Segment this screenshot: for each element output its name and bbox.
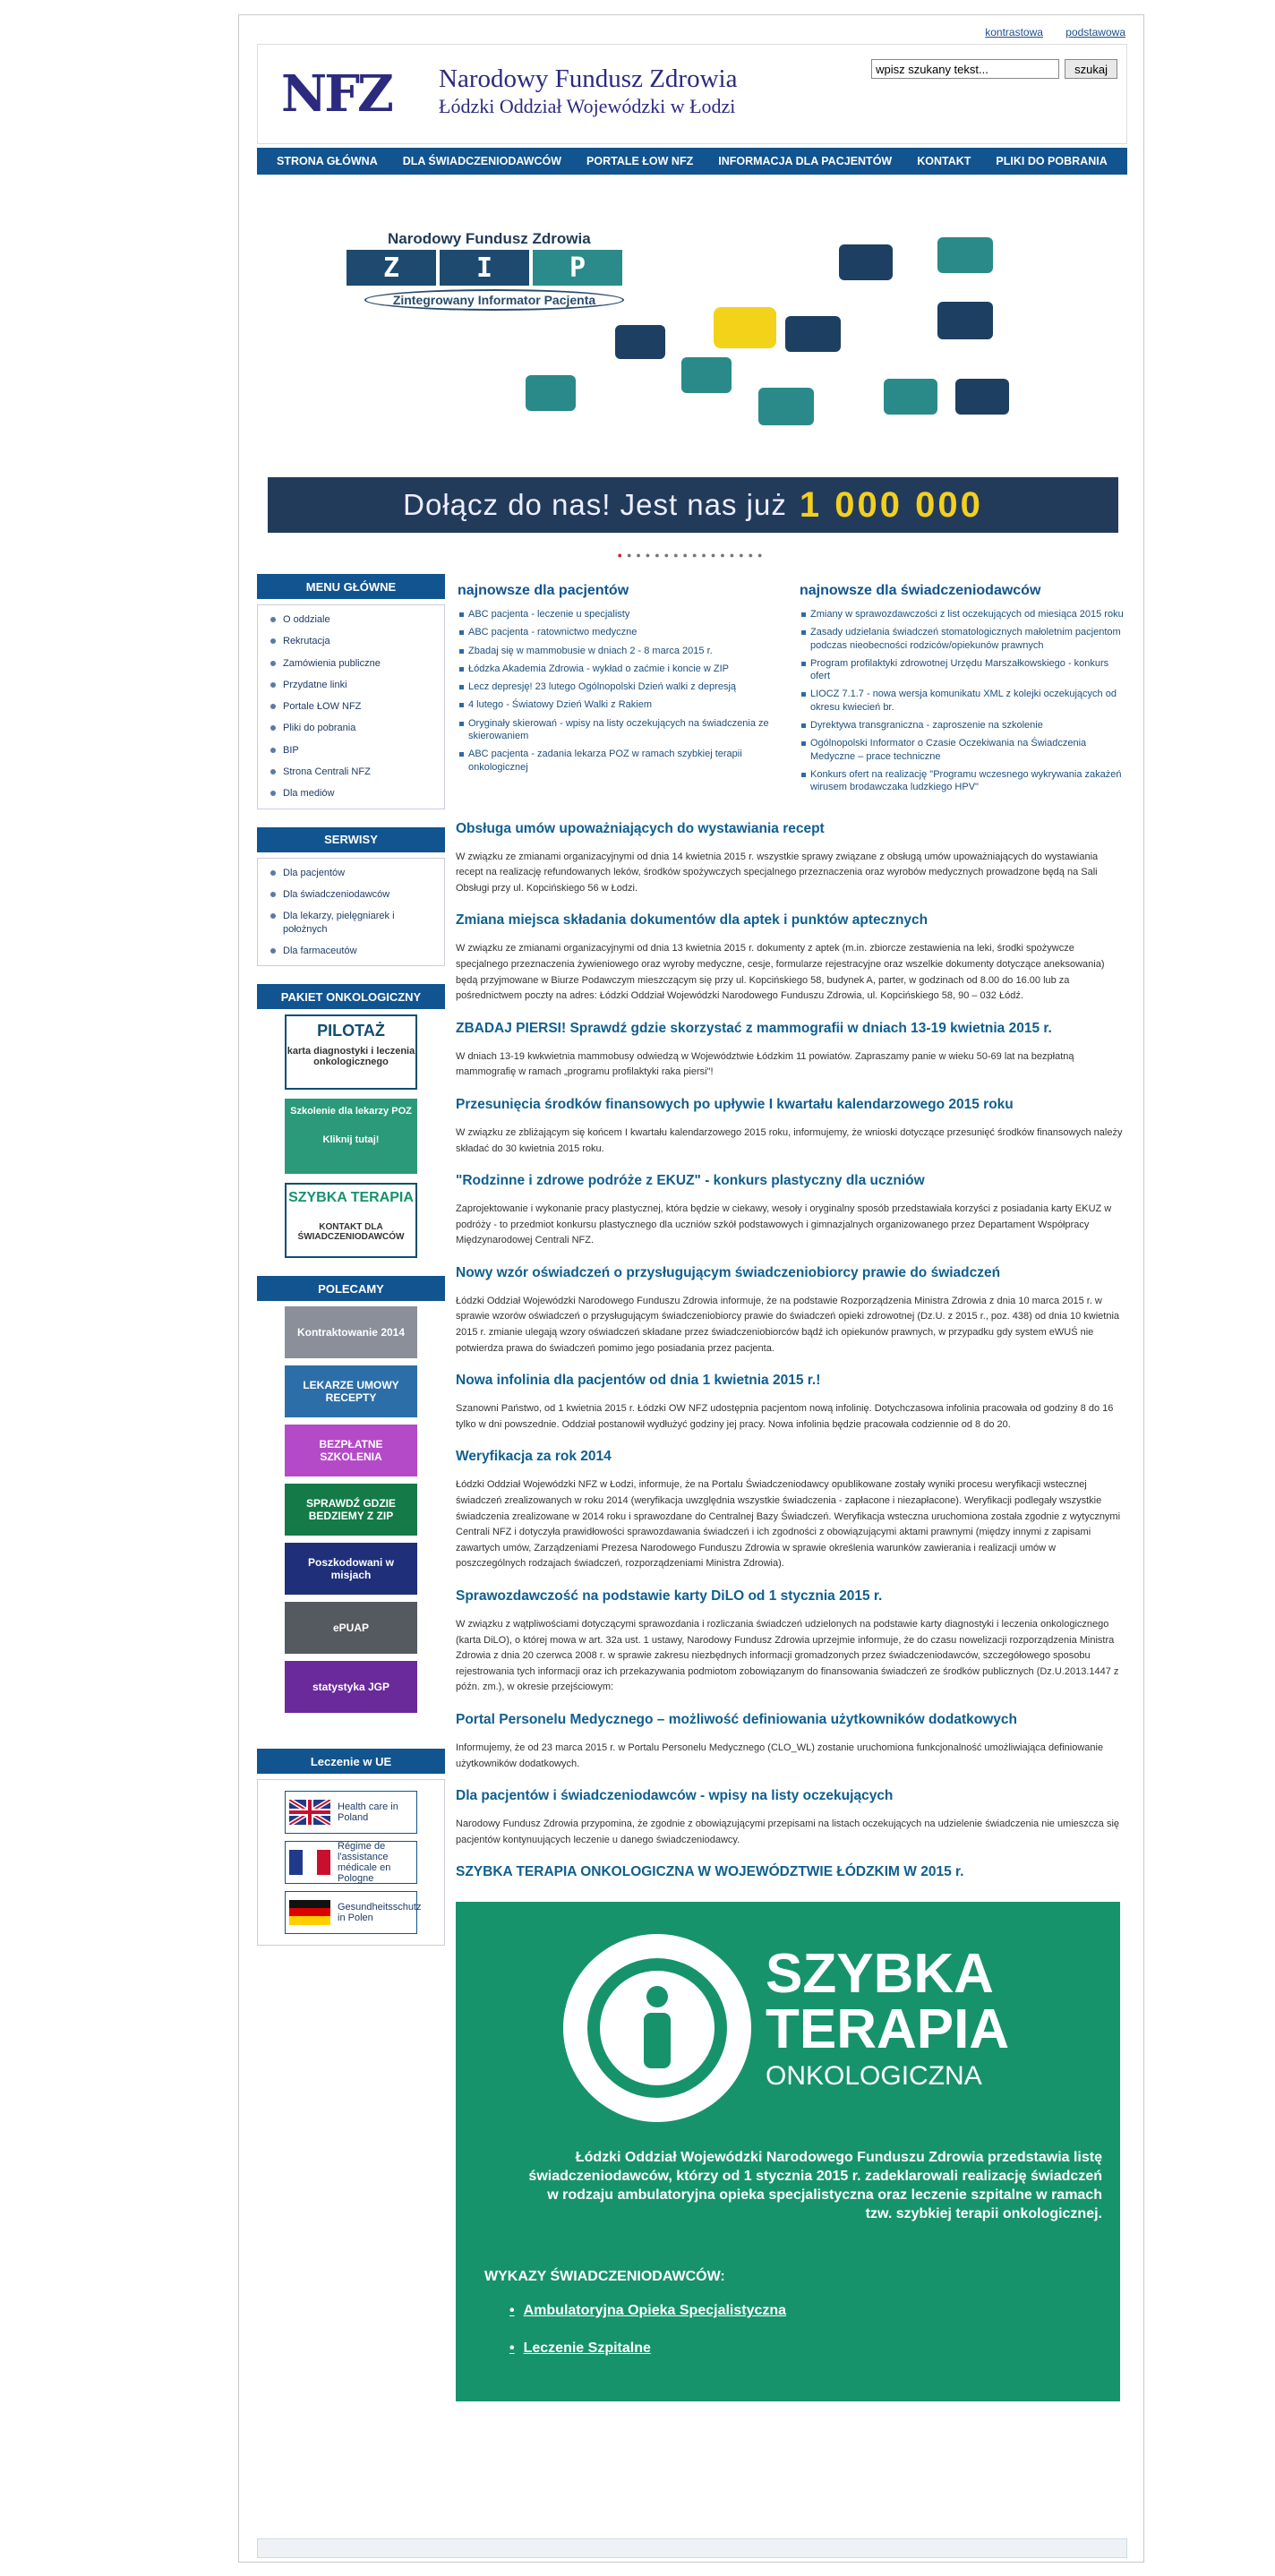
- article: [454, 1373, 1127, 1449]
- article-text: Zaprojektowanie i wykonanie pracy plastycznej, która będzie w ciekawy, wesoły i oryginalny sposób przedstawiała korzyści z posiadania karty EKUZ w podróży - to przedmiot konkursu plastycznego dla uczniów szkół podstawowych i gimnazjalnych organizowanego przez Departament Współpracy Międzynarodowej Centrali NFZ.: [456, 1203, 1112, 1246]
- article-text: W związku ze zmianami organizacyjnymi od dnia 14 kwietnia 2015 r. wszystkie sprawy związane z obsługą umów upoważniających do wystawiania recept na realizację refundowanych leków, środków spożywczych specjalnego przeznaczenia oraz wyrobów medycznych prowadzone będą na Sali Obsługi przy ul. Kopcińskiego 56 w Łodzi.: [456, 851, 1099, 894]
- menu-item[interactable]: Dla mediów: [258, 783, 444, 804]
- article-title[interactable]: Zmiana miejsca składania dokumentów dla aptek i punktów aptecznych: [456, 912, 928, 929]
- news-columns: [454, 574, 1127, 809]
- eu-link-en[interactable]: [285, 1791, 417, 1834]
- ost-link-ambulatory[interactable]: • Ambulatoryjna Opieka Specjalistyczna: [509, 2303, 786, 2319]
- article-text: Narodowy Fundusz Zdrowia przypomina, że zgodnie z obowiązującymi przepisami na listach oczekujących na udzielenie świadczenia nie umieszcza się pacjentów kontynuujących leczenie u danego świadczeniodawcy.: [456, 1819, 1120, 1845]
- footer: [257, 2538, 1127, 2558]
- service-item[interactable]: Dla farmaceutów: [258, 940, 444, 962]
- recommended-title: POLECAMY: [257, 1276, 445, 1301]
- ost-title-2: TERAPIA: [766, 1998, 1010, 2061]
- news-item[interactable]: Program profilaktyki zdrowotnej Urzędu Marszałkowskiego - konkurs ofert: [800, 657, 1124, 683]
- article: [454, 1588, 1127, 1712]
- eu-link-de[interactable]: [285, 1891, 422, 1934]
- zip-letters: [347, 250, 622, 286]
- brand-branch: Łódzki Oddział Wojewódzki w Łodzi: [439, 95, 736, 117]
- news-item[interactable]: Lecz depresję! 23 lutego Ogólnopolski Dzień walki z depresją: [458, 680, 782, 693]
- recommended-banner[interactable]: BEZPŁATNE SZKOLENIA: [285, 1425, 417, 1476]
- article: [454, 1449, 1127, 1588]
- article: [454, 1864, 1127, 1898]
- news-item[interactable]: Konkurs ofert na realizację "Programu wczesnego wykrywania zakażeń wirusem brodawczaka ludzkiego HPV": [800, 768, 1124, 794]
- article: [454, 1173, 1127, 1265]
- article: [454, 1265, 1127, 1373]
- article: [454, 912, 1127, 1020]
- slider-dots[interactable]: ●●●●●●●●●●●●●●●●: [617, 551, 767, 560]
- articles: [454, 821, 1127, 1865]
- article-title[interactable]: Przesunięcia środków finansowych po upływie I kwartału kalendarzowego 2015 roku: [456, 1096, 1014, 1112]
- pilotaz-banner[interactable]: [285, 1014, 417, 1090]
- article-text: W związku ze zmianami organizacyjnymi od dnia 13 kwietnia 2015 r. dokumenty z aptek (m.in. zbiorcze zestawienia na leki, środki spożywcze specjalnego przeznaczenia żywieniowego oraz wyroby medyczne, cesje, formularze rejestracyjne oraz wszelkie dokumenty dotyczące aneksowania) będą przyjmowane w Biurze Podawczym mieszczącym się przy ul. Kopcińskiego 58, budynek A, parter, w godzinach od 8.00 do 16.00 lub za pośrednictwem poczty na adres: Łódzki Oddział Wojewódzki Narodowego Funduszu Zdrowia, ul. Kopcińskiego 58, 90 – 032 Łódź.: [456, 943, 1105, 1002]
- article: [454, 1021, 1127, 1097]
- services-title: SERWISY: [257, 827, 445, 852]
- news-item[interactable]: Zmiany w sprawozdawczości z list oczekujących od miesiąca 2015 roku: [800, 608, 1124, 620]
- service-item[interactable]: Dla pacjentów: [258, 862, 444, 884]
- eu-title: Leczenie w UE: [257, 1749, 445, 1774]
- nfz-logo[interactable]: NFZ: [281, 64, 391, 124]
- million-text: Dołącz do nas! Jest nas już: [403, 488, 787, 521]
- promo-sub: karta diagnostyki i leczenia onkologicznego: [287, 1046, 415, 1068]
- article: [454, 821, 1127, 913]
- article-title[interactable]: Weryfikacja za rok 2014: [456, 1449, 612, 1465]
- news-item[interactable]: Oryginały skierowań - wpisy na listy oczekujących na świadczenia ze skierowaniem: [458, 717, 782, 743]
- standard-view-link[interactable]: podstawowa: [1065, 26, 1125, 39]
- patients-news-title[interactable]: najnowsze dla pacjentów: [458, 583, 629, 598]
- article-title[interactable]: Portal Personelu Medycznego – możliwość definiowania użytkowników dodatkowych: [456, 1711, 1018, 1727]
- eu-link-label: Health care in Poland: [338, 1801, 398, 1824]
- eu-link-label: Régime de l'assistance médicale en Pologne: [338, 1841, 391, 1885]
- search-input[interactable]: [871, 59, 1059, 79]
- news-item[interactable]: ABC pacjenta - ratownictwo medyczne: [458, 626, 782, 638]
- article-text: Informujemy, że od 23 marca 2015 r. w Portalu Personelu Medycznego (CLO_WL) zostanie uruchomiona funkcjonalność umożliwiająca definiowanie użytkowników dodatkowych.: [456, 1742, 1104, 1769]
- uk-flag-icon: [289, 1800, 330, 1825]
- zip-letter: Z: [347, 250, 436, 286]
- zip-title: Narodowy Fundusz Zdrowia: [388, 230, 591, 247]
- contrast-link[interactable]: kontrastowa: [985, 26, 1043, 39]
- promo-title: SZYBKA TERAPIA: [288, 1190, 414, 1206]
- news-item[interactable]: Zasady udzielania świadczeń stomatologicznych małoletnim pacjentom podczas nieobecności rodziców/opiekunów prawnych: [800, 626, 1124, 652]
- top-links: [965, 26, 1125, 39]
- fast-therapy-banner[interactable]: [285, 1183, 417, 1258]
- germany-flag-icon: [289, 1900, 330, 1925]
- nav-item[interactable]: PLIKI DO POBRANIA: [996, 155, 1108, 167]
- ost-links: [509, 2303, 786, 2378]
- main-menu: [257, 604, 445, 809]
- oncology-promos: [257, 1014, 445, 1258]
- zip-banner[interactable]: [257, 191, 1127, 549]
- menu-item[interactable]: Rekrutacja: [258, 630, 444, 652]
- nav-item[interactable]: KONTAKT: [917, 155, 971, 167]
- article-text: Łódzki Oddział Wojewódzki NFZ w Łodzi, informuje, że na Portalu Świadczeniodawcy opublikowane zostały wyniki procesu weryfikacji wstecznej świadczeń zrealizowanych w roku 2014 (weryfikacja uwzględnia wszystkie świadczenia - zapłacone i niezapłacone). Weryfikacji podlegały wszystkie świadczenia zrealizowane w 2014 roku i sprawozdane do Centralnej Bazy Świadczeń. Weryfikacja wsteczna uruchomiona została zgodnie z wytycznymi Centrali NFZ i dotyczyła prawidłowości sprawozdawania świadczeń i ich zgodności z obowiązującymi aktami prawnymi (między innymi z zapisami zawartych umów, Zarządzeniami Prezesa Narodowego Funduszu Zdrowia w sprawie określenia warunków zawierania i realizacji umów w poszczególnych rodzajach świadczeń, rozporządzeniami Ministra Zdrowia).: [456, 1479, 1121, 1570]
- news-item[interactable]: Ogólnopolski Informator o Czasie Oczekiwania na Świadczenia Medyczne – prace techniczne: [800, 737, 1124, 763]
- news-item[interactable]: Dyrektywa transgraniczna - zaproszenie na szkolenie: [800, 719, 1124, 732]
- article-text: Łódzki Oddział Wojewódzki Narodowego Funduszu Zdrowia informuje, że na podstawie Rozporządzenia Ministra Zdrowia z dnia 10 marca 2015 r. w sprawie wzorów oświadczeń o przysługującym świadczeniobiorcy prawie do świadczeń opieki zdrowotnej (Dz.U. z 2015 r., poz. 438) od dnia 10 kwietnia 2015 r. zmianie ulegają wzory oświadczeń składane przez świadczeniobiorców bądź ich opiekunów prawnych, w przypadku gdy system eWUŚ nie potwierdza prawa do świadczeń pomimo jego posiadania przez pacjenta.: [456, 1295, 1120, 1354]
- article-title[interactable]: Nowa infolinia dla pacjentów od dnia 1 kwietnia 2015 r.!: [456, 1373, 821, 1389]
- search-button[interactable]: szukaj: [1065, 59, 1117, 79]
- recommended-list: [257, 1306, 445, 1713]
- article-title[interactable]: Obsługa umów upoważniających do wystawiania recept: [456, 820, 825, 836]
- header: [257, 44, 1127, 144]
- zip-letter: P: [533, 250, 622, 286]
- main-content: [454, 574, 1127, 2401]
- recommended-banner[interactable]: SPRAWDŹ GDZIE BEDZIEMY Z ZIP: [285, 1484, 417, 1536]
- recommended-banner[interactable]: LEKARZE UMOWY RECEPTY: [285, 1365, 417, 1417]
- news-item[interactable]: ABC pacjenta - leczenie u specjalisty: [458, 608, 782, 620]
- menu-item[interactable]: Zamówienia publiczne: [258, 653, 444, 674]
- recommended-banner[interactable]: Poszkodowani w misjach: [285, 1543, 417, 1595]
- article: [454, 1788, 1127, 1864]
- service-item[interactable]: Dla lekarzy, pielęgniarek i położnych: [258, 905, 444, 940]
- zip-letter: I: [440, 250, 529, 286]
- article-title[interactable]: Dla pacjentów i świadczeniodawców - wpisy na listy oczekujących: [456, 1788, 894, 1804]
- article-text: W związku z wątpliwościami dotyczącymi sprawozdania i rozliczania świadczeń udzielonych na podstawie karty diagnostyki i leczenia onkologicznego (karta DiLO), o której mowa w art. 32a ust. 1 ustawy, Narodowy Fundusz Zdrowia uprzejmie informuje, że do czasu nowelizacji rozporządzenia Ministra Zdrowia z dnia 20 czerwca 2008 r. w sprawie zakresu niezbędnych informacji gromadzonych przez świadczeniodawców, szczegółowego sposobu rejestrowania tych informacji oraz ich przekazywania podmiotom zobowiązanym do finansowania świadczeń ze środków publicznych (Dz.U.2013.1447 z późn. zm.), w okresie przejściowym:: [456, 1619, 1119, 1693]
- recommended-banner[interactable]: statystyka JGP: [285, 1661, 417, 1713]
- nav-item[interactable]: INFORMACJA DLA PACJENTÓW: [718, 155, 893, 167]
- article-text: W dniach 13-19 kwkwietnia mammobusy odwiedzą w Województwie Łódzkim 11 powiatów. Zapraszamy panie w wieku 50-69 lat na bezpłatną mammografię w ramach „programu profilaktyki raka piersi"!: [456, 1050, 1074, 1078]
- million-value: 1 000 000: [799, 484, 983, 525]
- recommended-banner[interactable]: ePUAP: [285, 1602, 417, 1654]
- article-text: Szanowni Państwo, od 1 kwietnia 2015 r. Łódzki OW NFZ udostępnia pacjentom nową infolinię. Dotychczasowa infolinia pracowała od godziny 8 do 16 tylko w dni powszednie. Oddział postanowił wydłużyć godziny jej pracy. Nowa infolinia będzie pracowała codziennie od 8 do 20.: [456, 1403, 1114, 1430]
- services-menu: [257, 858, 445, 966]
- ost-title-3: ONKOLOGICZNA: [766, 2061, 982, 2092]
- oncology-title: PAKIET ONKOLOGICZNY: [257, 984, 445, 1009]
- eu-link-fr[interactable]: [285, 1841, 417, 1884]
- patients-news: [458, 583, 782, 800]
- menu-item[interactable]: Strona Centrali NFZ: [258, 761, 444, 783]
- news-item[interactable]: ABC pacjenta - zadania lekarza POZ w ramach szybkiej terapii onkologicznej: [458, 748, 782, 774]
- menu-item[interactable]: Portale ŁOW NFZ: [258, 696, 444, 717]
- eu-link-label: Gesundheitsschutz in Polen: [338, 1902, 422, 1924]
- providers-news-list: [800, 608, 1124, 794]
- promo-title: Szkolenie dla lekarzy POZ: [290, 1106, 412, 1117]
- left-sidebar: [257, 574, 445, 1946]
- ost-description: Łódzki Oddział Wojewódzki Narodowego Funduszu Zdrowia przedstawia listę świadczeniodawców, którzy od 1 stycznia 2015 r. zadeklarowali realizację świadczeń w rodzaju ambulatoryjna opieka specjalistyczna oraz leczenie szpitalne w ramach tzw. szybkiej terapii onkologicznej.: [528, 2150, 1102, 2221]
- promo-sub: KONTAKT DLA ŚWIADCZENIODAWCÓW: [297, 1222, 405, 1243]
- article-title[interactable]: Nowy wzór oświadczeń o przysługującym świadczeniobiorcy prawie do świadczeń: [456, 1264, 1001, 1280]
- menu-item[interactable]: O oddziale: [258, 609, 444, 630]
- nav-item[interactable]: PORTALE ŁOW NFZ: [586, 155, 694, 167]
- main-nav: [257, 148, 1127, 175]
- news-item[interactable]: 4 lutego - Światowy Dzień Walki z Rakiem: [458, 698, 782, 711]
- menu-item[interactable]: BIP: [258, 740, 444, 761]
- providers-news-title[interactable]: najnowsze dla świadczeniodawców: [800, 583, 1041, 598]
- service-item[interactable]: Dla świadczeniodawców: [258, 884, 444, 905]
- menu-item[interactable]: Przydatne linki: [258, 674, 444, 696]
- ost-list-heading: WYKAZY ŚWIADCZENIODAWCÓW:: [484, 2269, 725, 2285]
- fast-therapy-logo-icon: [563, 1934, 751, 2122]
- news-item[interactable]: Zbadaj się w mammobusie w dniach 2 - 8 marca 2015 r.: [458, 645, 782, 657]
- article-text: W związku ze zbliżającym się końcem I kwartału kalendarzowego 2015 roku, informujemy, że wnioski dotyczące przesunięć środków finansowych należy składać do 30 kwietnia 2015 roku.: [456, 1126, 1123, 1154]
- nav-item[interactable]: STRONA GŁÓWNA: [277, 155, 378, 167]
- ost-link-hospital[interactable]: • Leczenie Szpitalne: [509, 2341, 786, 2357]
- search-form: [871, 59, 1117, 79]
- fast-therapy-panel: [456, 1902, 1120, 2401]
- promo-sub: Kliknij tutaj!: [322, 1134, 380, 1146]
- promo-title: PILOTAŻ: [317, 1022, 385, 1040]
- news-item[interactable]: LIOCZ 7.1.7 - nowa wersja komunikatu XML z kolejki oczekujących od okresu kwiecień br.: [800, 688, 1124, 714]
- nav-item[interactable]: DLA ŚWIADCZENIODAWCÓW: [402, 155, 562, 167]
- article-title[interactable]: ZBADAJ PIERSI! Sprawdź gdzie skorzystać z mammografii w dniach 13-19 kwietnia 2015 r.: [456, 1020, 1052, 1036]
- million-banner[interactable]: [268, 477, 1118, 533]
- article-title[interactable]: "Rodzinne i zdrowe podróże z EKUZ" - konkurs plastyczny dla uczniów: [456, 1173, 925, 1189]
- news-item[interactable]: Łódzka Akademia Zdrowia - wykład o zaćmie i koncie w ZIP: [458, 663, 782, 675]
- france-flag-icon: [289, 1850, 330, 1875]
- eu-list: [257, 1779, 445, 1946]
- page: [238, 14, 1144, 2563]
- training-banner[interactable]: [285, 1099, 417, 1174]
- providers-news: [800, 583, 1124, 800]
- menu-item[interactable]: Pliki do pobrania: [258, 717, 444, 739]
- article-title[interactable]: Sprawozdawczość na podstawie karty DiLO od 1 stycznia 2015 r.: [456, 1588, 883, 1604]
- article: [454, 1097, 1127, 1173]
- patients-news-list: [458, 608, 782, 774]
- zip-subtitle: Zintegrowany Informator Pacjenta: [364, 289, 624, 311]
- main-menu-title: MENU GŁÓWNE: [257, 574, 445, 599]
- brand-name: Narodowy Fundusz Zdrowia: [439, 64, 738, 93]
- article: [454, 1712, 1127, 1788]
- ost-title-1: SZYBKA: [766, 1943, 994, 2006]
- recommended-banner[interactable]: Kontraktowanie 2014: [285, 1306, 417, 1358]
- ost-heading[interactable]: SZYBKA TERAPIA ONKOLOGICZNA W WOJEWÓDZTWIE ŁÓDZKIM W 2015 r.: [456, 1864, 964, 1880]
